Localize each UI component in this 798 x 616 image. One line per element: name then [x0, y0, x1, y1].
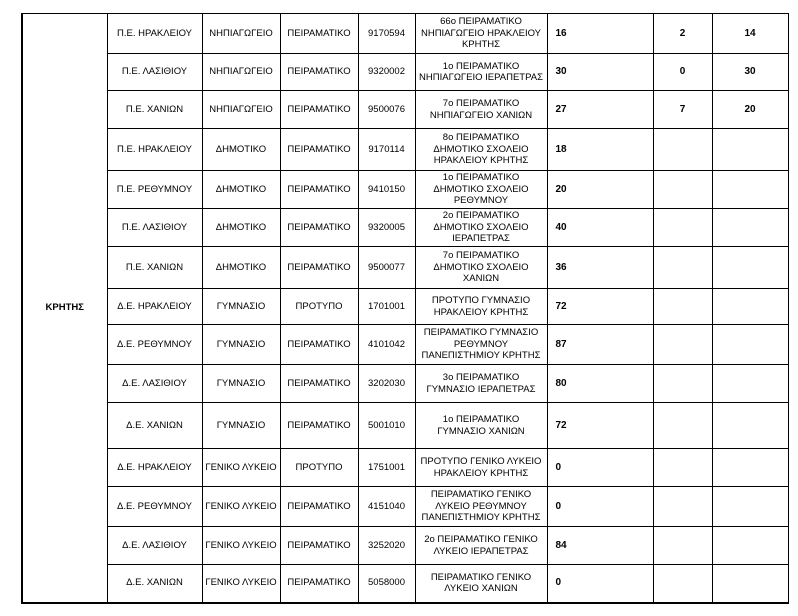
extra-count-a-cell [653, 365, 712, 403]
student-count-cell: 80 [547, 365, 653, 403]
directorate-cell: Δ.Ε. ΧΑΝΙΩΝ [107, 565, 202, 603]
school-name-cell: 8ο ΠΕΙΡΑΜΑΤΙΚΟ ΔΗΜΟΤΙΚΟ ΣΧΟΛΕΙΟ ΗΡΑΚΛΕΙΟΥ ΚΡΗΤΗΣ [415, 129, 547, 171]
school-name-cell: ΠΡΟΤΥΠΟ ΓΕΝΙΚΟ ΛΥΚΕΙΟ ΗΡΑΚΛΕΙΟΥ ΚΡΗΤΗΣ [415, 449, 547, 487]
school-code-cell: 5001010 [358, 403, 415, 449]
school-kind-cell: ΠΕΙΡΑΜΑΤΙΚΟ [280, 487, 358, 527]
school-code-cell: 9500077 [358, 247, 415, 289]
extra-count-b-cell [712, 325, 788, 365]
student-count-cell: 30 [547, 54, 653, 91]
school-code-cell: 9410150 [358, 171, 415, 209]
extra-count-b-cell [712, 403, 788, 449]
directorate-cell: Π.Ε. ΡΕΘΥΜΝΟΥ [107, 171, 202, 209]
extra-count-a-cell: 7 [653, 91, 712, 129]
table-row [22, 247, 788, 289]
directorate-cell: Π.Ε. ΧΑΝΙΩΝ [107, 91, 202, 129]
school-type-cell: ΔΗΜΟΤΙΚΟ [202, 129, 280, 171]
student-count-cell: 27 [547, 91, 653, 129]
table-row [22, 54, 788, 91]
school-kind-cell: ΠΕΙΡΑΜΑΤΙΚΟ [280, 54, 358, 91]
school-type-cell: ΝΗΠΙΑΓΩΓΕΙΟ [202, 54, 280, 91]
school-code-cell: 9320002 [358, 54, 415, 91]
school-name-cell: 7ο ΠΕΙΡΑΜΑΤΙΚΟ ΔΗΜΟΤΙΚΟ ΣΧΟΛΕΙΟ ΧΑΝΙΩΝ [415, 247, 547, 289]
extra-count-a-cell [653, 129, 712, 171]
extra-count-a-cell: 2 [653, 14, 712, 54]
extra-count-b-cell [712, 129, 788, 171]
school-type-cell: ΓΥΜΝΑΣΙΟ [202, 289, 280, 325]
extra-count-b-cell [712, 171, 788, 209]
extra-count-a-cell [653, 289, 712, 325]
school-name-cell: ΠΡΟΤΥΠΟ ΓΥΜΝΑΣΙΟ ΗΡΑΚΛΕΙΟΥ ΚΡΗΤΗΣ [415, 289, 547, 325]
table-row [22, 209, 788, 247]
extra-count-b-cell [712, 209, 788, 247]
directorate-cell: Π.Ε. ΗΡΑΚΛΕΙΟΥ [107, 129, 202, 171]
extra-count-b-cell [712, 487, 788, 527]
directorate-cell: Π.Ε. ΗΡΑΚΛΕΙΟΥ [107, 14, 202, 54]
school-name-cell: ΠΕΙΡΑΜΑΤΙΚΟ ΓΕΝΙΚΟ ΛΥΚΕΙΟ ΧΑΝΙΩΝ [415, 565, 547, 603]
extra-count-a-cell [653, 449, 712, 487]
table-row [22, 365, 788, 403]
extra-count-b-cell: 30 [712, 54, 788, 91]
school-kind-cell: ΠΡΟΤΥΠΟ [280, 449, 358, 487]
student-count-cell: 0 [547, 449, 653, 487]
school-type-cell: ΓΕΝΙΚΟ ΛΥΚΕΙΟ [202, 449, 280, 487]
extra-count-a-cell [653, 527, 712, 565]
school-type-cell: ΝΗΠΙΑΓΩΓΕΙΟ [202, 14, 280, 54]
directorate-cell: Π.Ε. ΧΑΝΙΩΝ [107, 247, 202, 289]
school-type-cell: ΓΕΝΙΚΟ ΛΥΚΕΙΟ [202, 527, 280, 565]
extra-count-b-cell [712, 527, 788, 565]
extra-count-a-cell [653, 403, 712, 449]
student-count-cell: 84 [547, 527, 653, 565]
student-count-cell: 72 [547, 289, 653, 325]
student-count-cell: 20 [547, 171, 653, 209]
extra-count-a-cell [653, 247, 712, 289]
table-row [22, 14, 788, 54]
directorate-cell: Δ.Ε. ΡΕΘΥΜΝΟΥ [107, 325, 202, 365]
school-name-cell: 66ο ΠΕΙΡΑΜΑΤΙΚΟ ΝΗΠΙΑΓΩΓΕΙΟ ΗΡΑΚΛΕΙΟΥ ΚΡΗΤΗΣ [415, 14, 547, 54]
school-kind-cell: ΠΕΙΡΑΜΑΤΙΚΟ [280, 247, 358, 289]
student-count-cell: 72 [547, 403, 653, 449]
school-kind-cell: ΠΕΙΡΑΜΑΤΙΚΟ [280, 171, 358, 209]
extra-count-b-cell [712, 565, 788, 603]
table-row [22, 403, 788, 449]
school-name-cell: 2ο ΠΕΙΡΑΜΑΤΙΚΟ ΔΗΜΟΤΙΚΟ ΣΧΟΛΕΙΟ ΙΕΡΑΠΕΤΡΑΣ [415, 209, 547, 247]
school-name-cell: 1ο ΠΕΙΡΑΜΑΤΙΚΟ ΓΥΜΝΑΣΙΟ ΧΑΝΙΩΝ [415, 403, 547, 449]
extra-count-b-cell [712, 365, 788, 403]
school-type-cell: ΓΥΜΝΑΣΙΟ [202, 403, 280, 449]
school-code-cell: 5058000 [358, 565, 415, 603]
school-kind-cell: ΠΕΙΡΑΜΑΤΙΚΟ [280, 209, 358, 247]
directorate-cell: Δ.Ε. ΗΡΑΚΛΕΙΟΥ [107, 289, 202, 325]
table-row [22, 325, 788, 365]
table-row [22, 565, 788, 603]
student-count-cell: 0 [547, 565, 653, 603]
school-type-cell: ΝΗΠΙΑΓΩΓΕΙΟ [202, 91, 280, 129]
school-name-cell: 3ο ΠΕΙΡΑΜΑΤΙΚΟ ΓΥΜΝΑΣΙΟ ΙΕΡΑΠΕΤΡΑΣ [415, 365, 547, 403]
student-count-cell: 40 [547, 209, 653, 247]
student-count-cell: 36 [547, 247, 653, 289]
school-name-cell: 1ο ΠΕΙΡΑΜΑΤΙΚΟ ΔΗΜΟΤΙΚΟ ΣΧΟΛΕΙΟ ΡΕΘΥΜΝΟΥ [415, 171, 547, 209]
student-count-cell: 18 [547, 129, 653, 171]
school-code-cell: 4101042 [358, 325, 415, 365]
school-code-cell: 9170594 [358, 14, 415, 54]
directorate-cell: Π.Ε. ΛΑΣΙΘΙΟΥ [107, 209, 202, 247]
school-kind-cell: ΠΡΟΤΥΠΟ [280, 289, 358, 325]
school-type-cell: ΔΗΜΟΤΙΚΟ [202, 247, 280, 289]
table-row [22, 171, 788, 209]
school-type-cell: ΔΗΜΟΤΙΚΟ [202, 209, 280, 247]
school-kind-cell: ΠΕΙΡΑΜΑΤΙΚΟ [280, 403, 358, 449]
table-row [22, 129, 788, 171]
school-type-cell: ΓΕΝΙΚΟ ΛΥΚΕΙΟ [202, 565, 280, 603]
table-row [22, 91, 788, 129]
school-type-cell: ΓΥΜΝΑΣΙΟ [202, 325, 280, 365]
extra-count-a-cell: 0 [653, 54, 712, 91]
school-name-cell: 7ο ΠΕΙΡΑΜΑΤΙΚΟ ΝΗΠΙΑΓΩΓΕΙΟ ΧΑΝΙΩΝ [415, 91, 547, 129]
directorate-cell: Δ.Ε. ΗΡΑΚΛΕΙΟΥ [107, 449, 202, 487]
extra-count-a-cell [653, 209, 712, 247]
school-kind-cell: ΠΕΙΡΑΜΑΤΙΚΟ [280, 129, 358, 171]
extra-count-a-cell [653, 565, 712, 603]
extra-count-b-cell: 20 [712, 91, 788, 129]
directorate-cell: Δ.Ε. ΧΑΝΙΩΝ [107, 403, 202, 449]
extra-count-b-cell [712, 289, 788, 325]
school-code-cell: 3202030 [358, 365, 415, 403]
school-kind-cell: ΠΕΙΡΑΜΑΤΙΚΟ [280, 325, 358, 365]
extra-count-a-cell [653, 325, 712, 365]
school-kind-cell: ΠΕΙΡΑΜΑΤΙΚΟ [280, 365, 358, 403]
school-code-cell: 3252020 [358, 527, 415, 565]
directorate-cell: Π.Ε. ΛΑΣΙΘΙΟΥ [107, 54, 202, 91]
school-kind-cell: ΠΕΙΡΑΜΑΤΙΚΟ [280, 14, 358, 54]
school-name-cell: 2ο ΠΕΙΡΑΜΑΤΙΚΟ ΓΕΝΙΚΟ ΛΥΚΕΙΟ ΙΕΡΑΠΕΤΡΑΣ [415, 527, 547, 565]
school-kind-cell: ΠΕΙΡΑΜΑΤΙΚΟ [280, 565, 358, 603]
extra-count-a-cell [653, 487, 712, 527]
table-row [22, 527, 788, 565]
school-kind-cell: ΠΕΙΡΑΜΑΤΙΚΟ [280, 527, 358, 565]
school-type-cell: ΓΥΜΝΑΣΙΟ [202, 365, 280, 403]
extra-count-b-cell [712, 449, 788, 487]
student-count-cell: 0 [547, 487, 653, 527]
table-row [22, 449, 788, 487]
table-row [22, 487, 788, 527]
directorate-cell: Δ.Ε. ΡΕΘΥΜΝΟΥ [107, 487, 202, 527]
school-code-cell: 9320005 [358, 209, 415, 247]
school-type-cell: ΔΗΜΟΤΙΚΟ [202, 171, 280, 209]
table-body [22, 14, 788, 603]
extra-count-a-cell [653, 171, 712, 209]
directorate-cell: Δ.Ε. ΛΑΣΙΘΙΟΥ [107, 527, 202, 565]
schools-table [21, 13, 789, 604]
extra-count-b-cell [712, 247, 788, 289]
table-row [22, 289, 788, 325]
school-name-cell: ΠΕΙΡΑΜΑΤΙΚΟ ΓΥΜΝΑΣΙΟ ΡΕΘΥΜΝΟΥ ΠΑΝΕΠΙΣΤΗΜΙΟΥ ΚΡΗΤΗΣ [415, 325, 547, 365]
school-code-cell: 9170114 [358, 129, 415, 171]
student-count-cell: 16 [547, 14, 653, 54]
student-count-cell: 87 [547, 325, 653, 365]
school-code-cell: 9500076 [358, 91, 415, 129]
directorate-cell: Δ.Ε. ΛΑΣΙΘΙΟΥ [107, 365, 202, 403]
school-code-cell: 1751001 [358, 449, 415, 487]
region-cell: ΚΡΗΤΗΣ [22, 14, 107, 603]
school-name-cell: ΠΕΙΡΑΜΑΤΙΚΟ ΓΕΝΙΚΟ ΛΥΚΕΙΟ ΡΕΘΥΜΝΟΥ ΠΑΝΕΠΙΣΤΗΜΙΟΥ ΚΡΗΤΗΣ [415, 487, 547, 527]
school-type-cell: ΓΕΝΙΚΟ ΛΥΚΕΙΟ [202, 487, 280, 527]
school-name-cell: 1ο ΠΕΙΡΑΜΑΤΙΚΟ ΝΗΠΙΑΓΩΓΕΙΟ ΙΕΡΑΠΕΤΡΑΣ [415, 54, 547, 91]
school-code-cell: 1701001 [358, 289, 415, 325]
school-kind-cell: ΠΕΙΡΑΜΑΤΙΚΟ [280, 91, 358, 129]
extra-count-b-cell: 14 [712, 14, 788, 54]
school-code-cell: 4151040 [358, 487, 415, 527]
